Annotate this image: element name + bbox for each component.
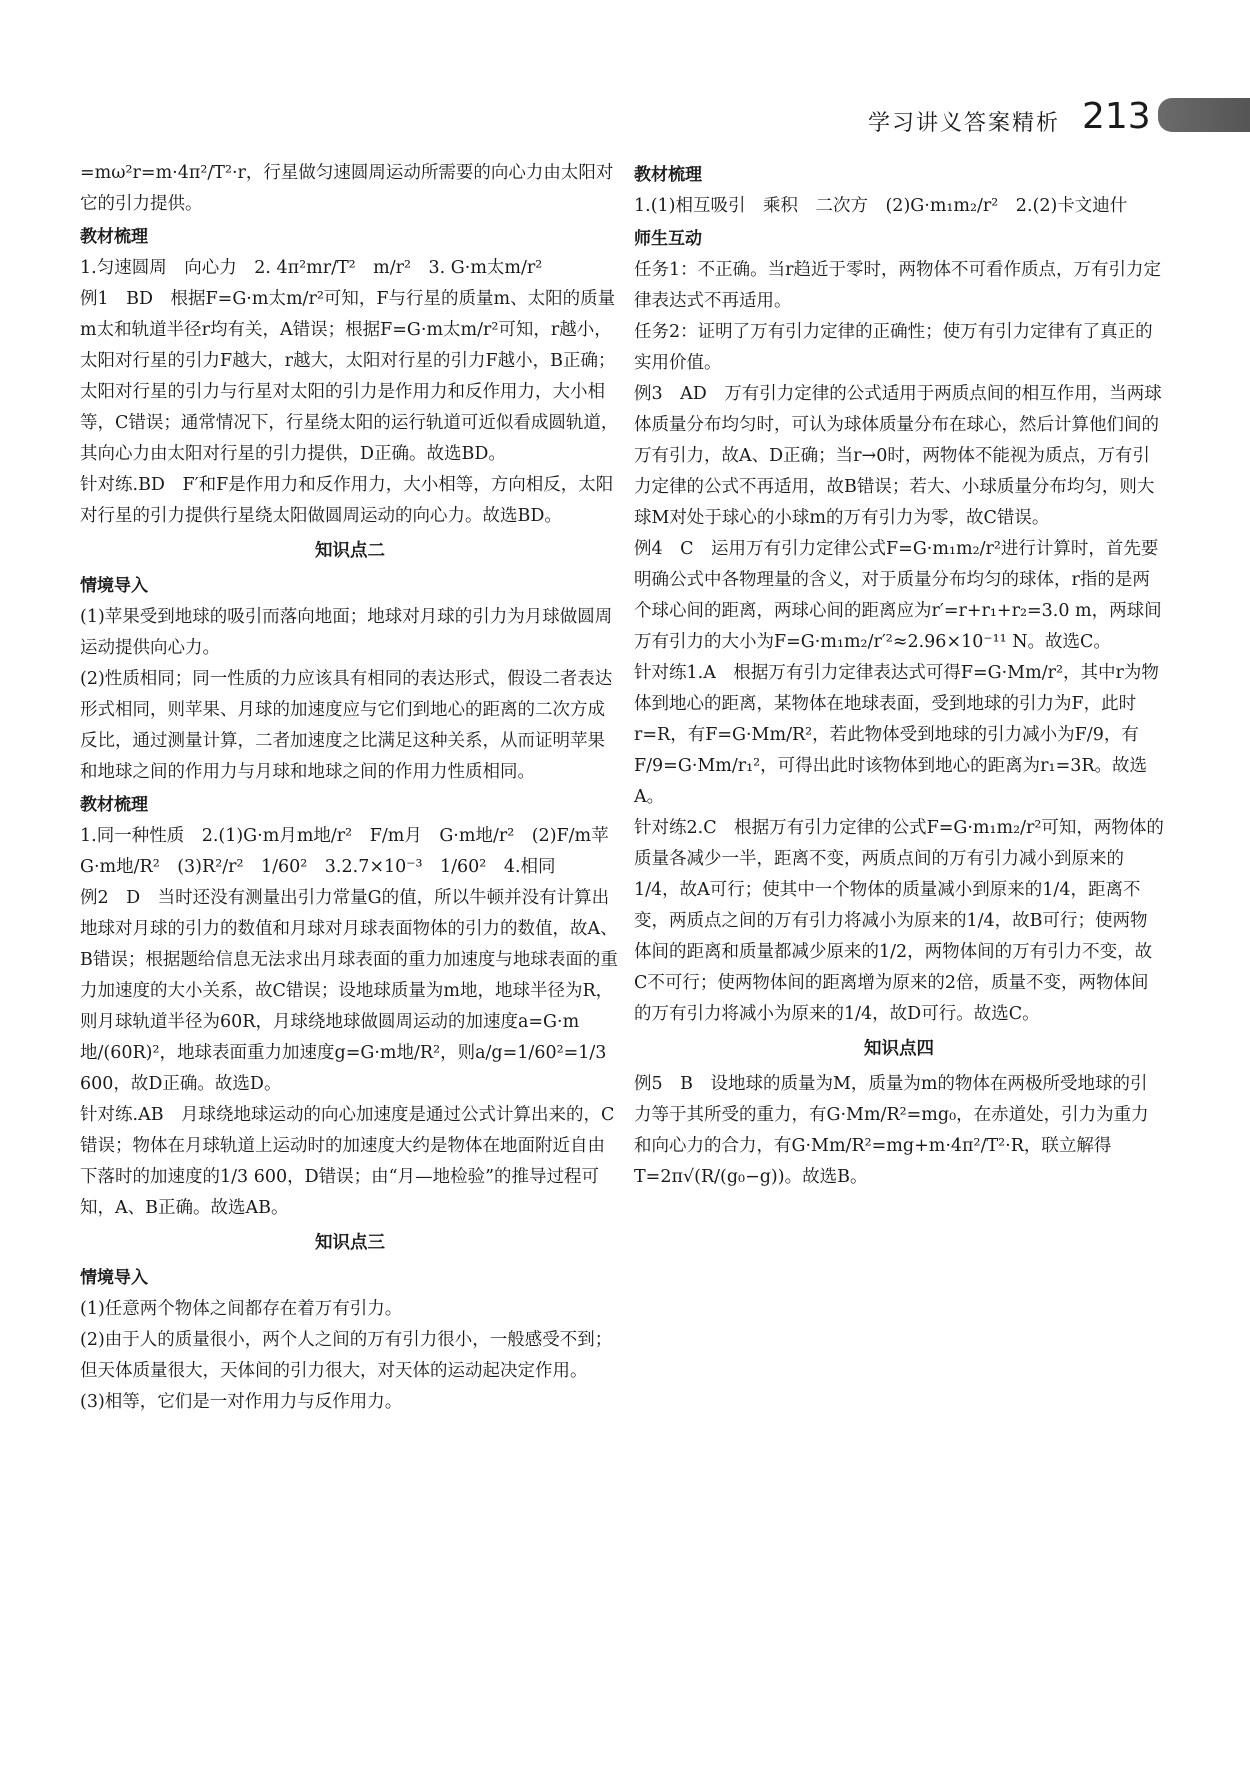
paragraph: (2)由于人的质量很小，两个人之间的万有引力很小，一般感受不到；但天体质量很大，天体间的引力很大，对天体的运动起决定作用。 [80, 1330, 613, 1381]
paragraph: 任务1：不正确。当r趋近于零时，两物体不可看作质点，万有引力定律表达式不再适用。 [634, 260, 1161, 311]
section-heading: 师生互动 [634, 229, 702, 249]
paragraph: 1.(1)相互吸引 乘积 二次方 (2)G·m₁m₂/r² 2.(2)卡文迪什 [634, 196, 1128, 216]
knowledge-point-title: 知识点四 [864, 1039, 934, 1059]
paragraph: 1.同一种性质 2.(1)G·m月m地/r² F/m月 G·m地/r² (2)F/m苹 G·m地/R² (3)R²/r² 1/60² 3.2.7×10⁻³ 1/60² 4.相同 [80, 826, 627, 877]
paragraph: =mω²r=m·4π²/T²·r，行星做匀速圆周运动所需要的向心力由太阳对它的引力提供。 [80, 163, 614, 214]
paragraph: (1)苹果受到地球的吸引而落向地面；地球对月球的引力为月球做圆周运动提供向心力。 [80, 607, 613, 658]
section-heading: 教材梳理 [634, 165, 702, 185]
section-heading: 情境导入 [80, 1268, 148, 1288]
header-title: 学习讲义答案精析 [868, 111, 1061, 136]
section-heading: 情境导入 [80, 576, 148, 596]
left-column [80, 158, 627, 1418]
knowledge-point-title: 知识点二 [315, 541, 385, 561]
paragraph: 任务2：证明了万有引力定律的正确性；使万有引力定律有了真正的实用价值。 [634, 322, 1153, 373]
practice-answer: 针对练1.A 根据万有引力定律表达式可得F=G·Mm/r²，其中r为物体到地心的距离，某物体在地球表面，受到地球的引力为F，此时r=R，有F=G·Mm/R²，若此物体受到地球的引力减小为F/9，有F/9=G·Mm/r₁²，可得出此时该物体到地心的距离为r₁=3R。故选A。 [634, 663, 1159, 807]
page-number: 213 [1082, 96, 1151, 137]
practice-answer: 针对练2.C 根据万有引力定律的公式F=G·m₁m₂/r²可知，两物体的质量各减少一半，距离不变，两质点间的万有引力减小到原来的1/4，故A可行；使其中一个物体的质量减小到原来的1/4，距离不变，两质点之间的万有引力将减小为原来的1/4，故B可行；使两物体间的距离和质量都减少原来的1/2，两物体间的万有引力不变，故C不可行；使两物体间的距离增为原来的2倍，质量不变，两物体间的万有引力将减小为原来的1/4，故D可行。故选C。 [634, 818, 1164, 1024]
section-heading: 教材梳理 [80, 227, 148, 247]
section-heading: 教材梳理 [80, 795, 148, 815]
practice-answer: 针对练.AB 月球绕地球运动的向心加速度是通过公式计算出来的，C错误；物体在月球轨道上运动时的加速度大约是物体在地面附近自由下落时的加速度的1/3 600，D错误；由“月—地检验”的推导过程可知，A、B正确。故选AB。 [80, 1105, 615, 1218]
paragraph: (2)性质相同；同一性质的力应该具有相同的表达形式，假设二者表达形式相同，则苹果、月球的加速度应与它们到地心的距离的二次方成反比，通过测量计算，二者加速度之比满足这种关系，从而证明苹果和地球之间的作用力与月球和地球之间的作用力性质相同。 [80, 669, 613, 782]
example-answer: 例3 AD 万有引力定律的公式适用于两质点间的相互作用，当两球体质量分布均匀时，可认为球体质量分布在球心，然后计算他们间的万有引力，故A、D正确；当r→0时，两物体不能视为质点，万有引力定律的公式不再适用，故B错误；若大、小球质量分布均匀，则大球M对处于球心的小球m的万有引力为零，故C错误。 [634, 384, 1162, 528]
header-tab-decoration [1158, 98, 1250, 132]
practice-answer: 针对练.BD F′和F是作用力和反作用力，大小相等，方向相反，太阳对行星的引力提供行星绕太阳做圆周运动的向心力。故选BD。 [80, 475, 614, 526]
knowledge-point-title: 知识点三 [315, 1233, 385, 1253]
right-column [634, 158, 1164, 1193]
page-header [0, 88, 1250, 148]
example-answer: 例1 BD 根据F=G·m太m/r²可知，F与行星的质量m、太阳的质量m太和轨道半径r均有关，A错误；根据F=G·m太m/r²可知，r越小，太阳对行星的引力F越大，r越大，太阳对行星的引力F越小，B正确；太阳对行星的引力与行星对太阳的引力是作用力和反作用力，大小相等，C错误；通常情况下，行星绕太阳的运行轨道可近似看成圆轨道，其向心力由太阳对行星的引力提供，D正确。故选BD。 [80, 289, 619, 464]
paragraph: 1.匀速圆周 向心力 2. 4π²mr/T² m/r² 3. G·m太m/r² [80, 258, 543, 278]
example-answer: 例2 D 当时还没有测量出引力常量G的值，所以牛顿并没有计算出地球对月球的引力的数值和月球对月球表面物体的引力的数值，故A、B错误；根据题给信息无法求出月球表面的重力加速度与地球表面的重力加速度的大小关系，故C错误；设地球质量为m地，地球半径为R，则月球轨道半径为60R，月球绕地球做圆周运动的加速度a=G·m地/(60R)²，地球表面重力加速度g=G·m地/R²，则a/g=1/60²=1/3 600，故D正确。故选D。 [80, 888, 618, 1094]
example-answer: 例5 B 设地球的质量为M，质量为m的物体在两极所受地球的引力等于其所受的重力，有G·Mm/R²=mg₀，在赤道处，引力为重力和向心力的合力，有G·Mm/R²=mg+m·4π²/T²·R，联立解得T=2π√(R/(g₀−g))。故选B。 [634, 1074, 1149, 1187]
example-answer: 例4 C 运用万有引力定律公式F=G·m₁m₂/r²进行计算时，首先要明确公式中各物理量的含义，对于质量分布均匀的球体，r指的是两个球心间的距离，两球心间的距离应为r′=r+r₁+r₂=3.0 m，两球间万有引力的大小为F=G·m₁m₂/r′²≈2.96×10⁻¹¹ N。故选C。 [634, 539, 1162, 652]
paragraph: (3)相等，它们是一对作用力与反作用力。 [80, 1392, 403, 1412]
paragraph: (1)任意两个物体之间都存在着万有引力。 [80, 1299, 403, 1319]
